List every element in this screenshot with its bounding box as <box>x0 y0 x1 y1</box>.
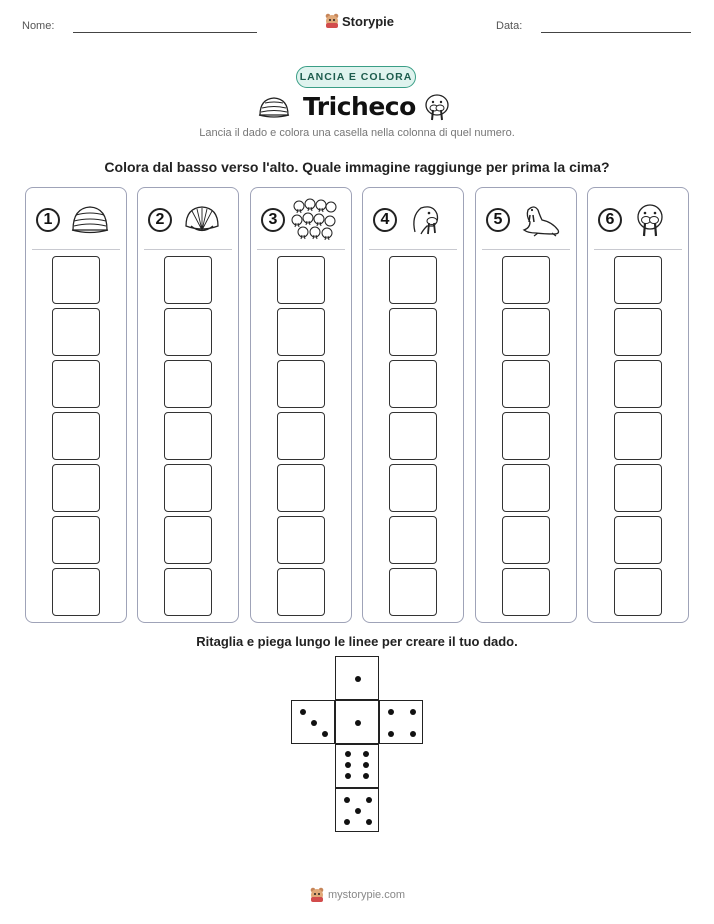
walrus-full-icon <box>518 202 562 238</box>
color-cell[interactable] <box>389 256 437 304</box>
die-face-lower <box>335 744 379 788</box>
color-cell[interactable] <box>502 360 550 408</box>
die-pip <box>355 676 361 682</box>
instruction: Colora dal basso verso l'alto. Quale immagine raggiunge per prima la cima? <box>104 159 610 175</box>
color-cell[interactable] <box>502 516 550 564</box>
die-pip <box>344 819 350 825</box>
walrus-face-icon <box>422 92 452 122</box>
column-number: 1 <box>36 208 60 232</box>
die-pip <box>311 720 317 726</box>
die-pip <box>355 720 361 726</box>
die-face-center <box>335 700 379 744</box>
color-cell[interactable] <box>389 360 437 408</box>
die-pip <box>363 773 369 779</box>
die-pip <box>366 819 372 825</box>
die-pip <box>366 797 372 803</box>
color-cell[interactable] <box>164 412 212 460</box>
die-face-right <box>379 700 423 744</box>
column-number: 5 <box>486 208 510 232</box>
color-cell[interactable] <box>502 308 550 356</box>
column-1 <box>25 187 127 623</box>
die-pip <box>344 797 350 803</box>
column-number: 6 <box>598 208 622 232</box>
color-cell[interactable] <box>502 256 550 304</box>
die-face-bottom <box>335 788 379 832</box>
color-cell[interactable] <box>389 308 437 356</box>
die-pip <box>363 762 369 768</box>
color-cell[interactable] <box>277 308 325 356</box>
color-cell[interactable] <box>52 412 100 460</box>
color-cell[interactable] <box>277 568 325 616</box>
die-net <box>291 656 425 834</box>
column-2 <box>137 187 239 623</box>
activity-badge: LANCIA E COLORA <box>296 66 416 88</box>
die-pip <box>345 762 351 768</box>
die-pip <box>322 731 328 737</box>
column-divider <box>144 249 232 250</box>
column-number: 3 <box>261 208 285 232</box>
color-cell[interactable] <box>277 256 325 304</box>
die-pip <box>410 709 416 715</box>
color-cell[interactable] <box>389 464 437 512</box>
brand-logo <box>325 13 394 29</box>
brand-name: Storypie <box>342 13 395 29</box>
date-label: Data: <box>496 20 523 32</box>
die-pip <box>410 731 416 737</box>
color-cell[interactable] <box>502 412 550 460</box>
color-cell[interactable] <box>614 256 662 304</box>
column-divider <box>32 249 120 250</box>
column-divider <box>257 249 345 250</box>
date-line[interactable] <box>541 32 691 33</box>
column-divider <box>482 249 570 250</box>
footer <box>310 887 405 903</box>
color-cell[interactable] <box>52 308 100 356</box>
column-4 <box>362 187 464 623</box>
color-cell[interactable] <box>52 256 100 304</box>
storypie-bear-icon <box>325 13 339 29</box>
name-line[interactable] <box>73 32 257 33</box>
color-cell[interactable] <box>614 464 662 512</box>
color-cell[interactable] <box>277 360 325 408</box>
die-face-top <box>335 656 379 700</box>
column-number: 2 <box>148 208 172 232</box>
color-cell[interactable] <box>502 464 550 512</box>
column-3 <box>250 187 352 623</box>
color-cell[interactable] <box>52 464 100 512</box>
walrus-skin-icon <box>70 202 110 236</box>
color-cell[interactable] <box>389 516 437 564</box>
color-cell[interactable] <box>52 360 100 408</box>
color-cell[interactable] <box>614 412 662 460</box>
die-face-left <box>291 700 335 744</box>
column-6 <box>587 187 689 623</box>
color-cell[interactable] <box>614 568 662 616</box>
color-cell[interactable] <box>164 568 212 616</box>
column-5 <box>475 187 577 623</box>
walrus-head-icon <box>407 202 443 238</box>
footer-url[interactable]: mystorypie.com <box>328 889 406 901</box>
walrus-herd-icon <box>291 198 337 240</box>
clam-shell-icon <box>182 202 222 236</box>
die-pip <box>363 751 369 757</box>
color-cell[interactable] <box>164 308 212 356</box>
color-cell[interactable] <box>389 568 437 616</box>
color-cell[interactable] <box>277 516 325 564</box>
color-cell[interactable] <box>614 308 662 356</box>
die-pip <box>345 751 351 757</box>
column-divider <box>594 249 682 250</box>
storypie-bear-icon <box>310 887 324 903</box>
cut-instruction: Ritaglia e piega lungo le linee per creare il tuo dado. <box>196 634 518 649</box>
color-cell[interactable] <box>502 568 550 616</box>
color-cell[interactable] <box>52 568 100 616</box>
color-cell[interactable] <box>164 464 212 512</box>
name-label: Nome: <box>22 20 55 32</box>
color-cell[interactable] <box>277 464 325 512</box>
color-cell[interactable] <box>614 360 662 408</box>
color-cell[interactable] <box>389 412 437 460</box>
column-number: 4 <box>373 208 397 232</box>
walrus-skin-icon <box>257 95 291 119</box>
walrus-face-icon <box>632 202 668 238</box>
color-cell[interactable] <box>52 516 100 564</box>
die-pip <box>388 709 394 715</box>
page-title: Tricheco <box>303 92 416 121</box>
column-divider <box>369 249 457 250</box>
color-cell[interactable] <box>614 516 662 564</box>
color-cell[interactable] <box>164 360 212 408</box>
color-cell[interactable] <box>277 412 325 460</box>
subtitle: Lancia il dado e colora una casella nella colonna di quel numero. <box>199 127 515 139</box>
color-cell[interactable] <box>164 256 212 304</box>
die-pip <box>300 709 306 715</box>
die-pip <box>355 808 361 814</box>
color-cell[interactable] <box>164 516 212 564</box>
die-pip <box>388 731 394 737</box>
die-pip <box>345 773 351 779</box>
